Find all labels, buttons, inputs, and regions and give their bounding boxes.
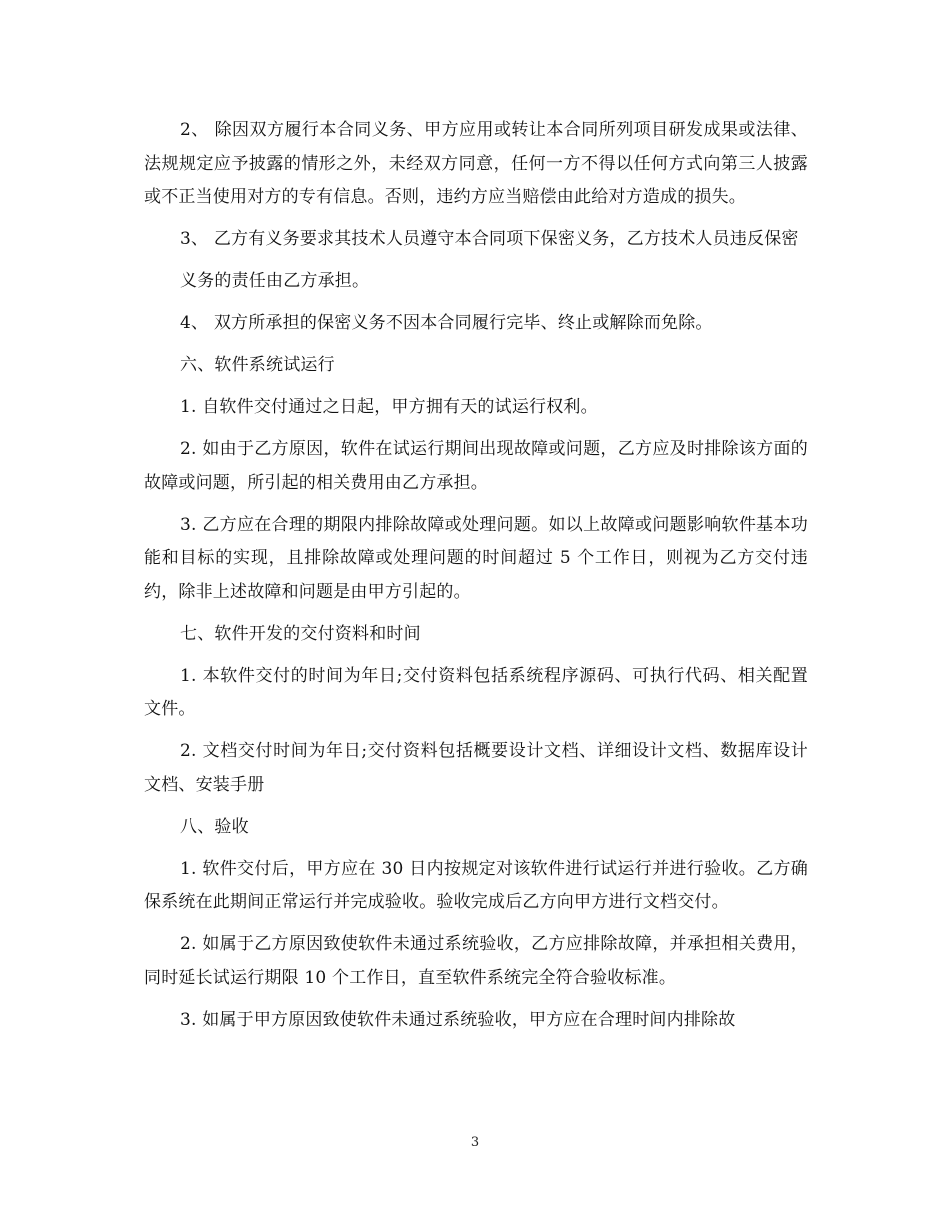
paragraph-acceptance-1: 1. 软件交付后，甲方应在 30 日内按规定对该软件进行试运行并进行验收。乙方确保系统在此期间正常运行并完成验收。验收完成后乙方向甲方进行文档交付。 [144,858,808,912]
paragraph-trial-run-3: 3. 乙方应在合理的期限内排除故障或处理问题。如以上故障或问题影响软件基本功能和目标的实现，且排除故障或处理问题的时间超过 5 个工作日，则视为乙方交付违约，除非上述故障和问题是由甲方引起的。 [144,514,808,602]
paragraph-trial-run-1: 1. 自软件交付通过之日起，甲方拥有天的试运行权利。 [180,397,598,417]
section-heading-acceptance: 八、验收 [180,816,249,837]
paragraph-acceptance-2: 2. 如属于乙方原因致使软件未通过系统验收，乙方应排除故障，并承担相关费用，同时延长试运行期限 10 个工作日，直至软件系统完全符合验收标准。 [144,934,808,988]
paragraph-confidentiality-2: 2、 除因双方履行本合同义务、甲方应用或转让本合同所列项目研发成果或法律、法规规定应予披露的情形之外，未经双方同意，任何一方不得以任何方式向第三人披露或不正当使用对方的专有信息。否则，违约方应当赔偿由此给对方造成的损失。 [144,120,808,207]
paragraph-confidentiality-3-continued: 义务的责任由乙方承担。 [180,271,370,291]
paragraph-delivery-1: 1. 本软件交付的时间为年日;交付资料包括系统程序源码、可执行代码、相关配置文件。 [144,665,808,719]
section-heading-delivery: 七、软件开发的交付资料和时间 [180,623,421,644]
document-body [144,114,808,1046]
paragraph-trial-run-2: 2. 如由于乙方原因，软件在试运行期间出现故障或问题，乙方应及时排除该方面的故障或问题，所引起的相关费用由乙方承担。 [144,439,808,493]
paragraph-confidentiality-3: 3、 乙方有义务要求其技术人员遵守本合同项下保密义务，乙方技术人员违反保密 [180,229,799,249]
section-heading-trial-run: 六、软件系统试运行 [180,355,335,375]
page-number: 3 [470,1135,480,1150]
paragraph-acceptance-3: 3. 如属于甲方原因致使软件未通过系统验收，甲方应在合理时间内排除故 [180,1009,736,1030]
paragraph-delivery-2: 2. 文档交付时间为年日;交付资料包括概要设计文档、详细设计文档、数据库设计文档、安装手册 [144,741,808,795]
paragraph-confidentiality-4: 4、 双方所承担的保密义务不因本合同履行完毕、终止或解除而免除。 [180,313,713,333]
